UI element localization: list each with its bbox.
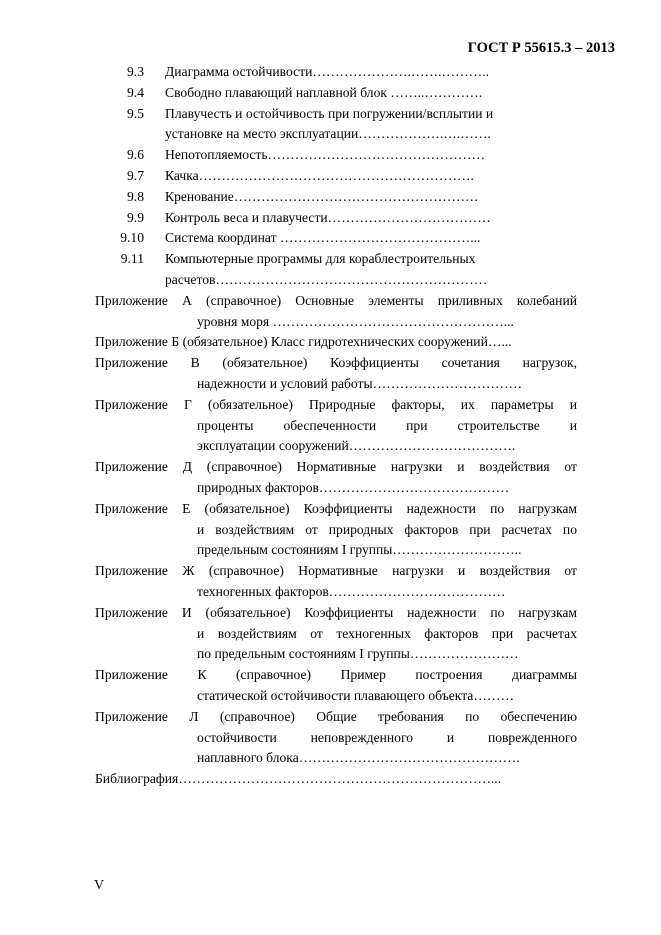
toc-entry-line: Кренование……………………………………………… — [165, 188, 479, 204]
toc-entry-line: Плавучесть и остойчивость при погружении/всплытии и — [165, 105, 494, 121]
toc-entry-line: Непотопляемость………………………………………… — [165, 147, 486, 163]
toc-entry-line: проценты обеспеченности при строительстве и — [197, 417, 577, 433]
toc-entry-line: по предельным состояниям I группы…………………… — [197, 646, 519, 662]
toc-entry-line: техногенных факторов………………………………… — [197, 583, 506, 599]
toc-entry-line: уровня моря ……………………………………………... — [197, 313, 514, 329]
toc-entry-line: Качка……………………………………………………. — [165, 167, 474, 183]
toc-entry-appendix[interactable] — [95, 395, 577, 457]
toc-entry-line: Приложение В (обязательное) Коэффициенты сочетания нагрузок, — [95, 355, 577, 371]
toc-entry-number: 9.8 — [127, 188, 144, 204]
toc-entry-appendix[interactable] — [95, 332, 577, 353]
toc-entry-line: Приложение Б (обязательное) Класс гидротехнических сооружений…... — [95, 334, 512, 350]
toc-entry[interactable] — [0, 83, 661, 104]
toc-entry-line: остойчивости неповрежденного и поврежденного — [197, 729, 577, 745]
document-header: ГОСТ Р 55615.3 – 2013 — [467, 40, 615, 56]
toc-entry[interactable] — [0, 166, 661, 187]
toc-entry-bibliography[interactable]: Библиография……………………………………………………………... — [95, 771, 502, 787]
toc-entry-line: Приложение Д (справочное) Нормативные нагрузки и воздействия от — [95, 459, 577, 475]
page-number: V — [94, 878, 105, 893]
toc-entry[interactable] — [0, 208, 661, 229]
toc-entry-line: и воздействиям от природных факторов при расчетах по — [197, 521, 577, 537]
toc-entry-title — [165, 83, 555, 104]
toc-entry-line: предельным состояниям I группы……………………….. — [197, 542, 522, 558]
toc-entry-line: и воздействиям от техногенных факторов при расчетах — [197, 625, 577, 641]
toc-entry-title — [165, 104, 555, 146]
toc-entry-line: статической остойчивости плавающего объекта……… — [197, 687, 515, 703]
toc-entry-number: 9.7 — [127, 167, 144, 183]
toc-entry[interactable] — [0, 187, 661, 208]
toc-entry-appendix[interactable] — [95, 291, 577, 333]
toc-entry-line: Приложение Ж (справочное) Нормативные нагрузки и воздействия от — [95, 563, 577, 579]
toc-entry-line: установке на место эксплуатации……………….….……. — [165, 126, 491, 142]
toc-entry[interactable] — [0, 104, 661, 146]
table-of-contents — [0, 62, 661, 790]
toc-entry-line: Система координат ……………………………………... — [165, 230, 481, 246]
toc-entry-number: 9.10 — [120, 230, 144, 246]
toc-entry-number: 9.6 — [127, 147, 144, 163]
toc-entry-number: 9.11 — [120, 251, 144, 267]
toc-entry-line: эксплуатации сооружений………………………………. — [197, 438, 516, 454]
toc-entry-number: 9.9 — [127, 209, 144, 225]
toc-entry-line: Приложение А (справочное) Основные элементы приливных колебаний — [95, 292, 577, 308]
toc-entry-line: Приложение К (справочное) Пример построения диаграммы — [95, 667, 577, 683]
toc-entry-line: Контроль веса и плавучести……………………………… — [165, 209, 491, 225]
toc-entry-appendix[interactable] — [95, 353, 577, 395]
toc-entry-line: расчетов…………………………………………………… — [165, 271, 488, 287]
toc-entry-title — [165, 166, 555, 187]
toc-subsection-list — [0, 62, 661, 291]
toc-entry-line: надежности и условий работы…………………………… — [197, 375, 523, 391]
toc-appendix-list — [0, 291, 661, 769]
toc-entry-title — [165, 208, 555, 229]
toc-entry[interactable] — [0, 228, 661, 249]
toc-entry-line: природных факторов…………………………………… — [197, 479, 510, 495]
toc-entry-number: 9.5 — [127, 105, 144, 121]
toc-entry-line: Приложение Е (обязательное) Коэффициенты надежности по нагрузкам — [95, 500, 577, 516]
toc-entry-title — [165, 228, 555, 249]
toc-entry-appendix[interactable] — [95, 665, 577, 707]
toc-entry-title — [165, 145, 555, 166]
toc-entry-number: 9.3 — [127, 64, 144, 79]
toc-entry[interactable] — [0, 145, 661, 166]
toc-entry-title — [165, 62, 555, 83]
toc-entry-number: 9.4 — [127, 84, 144, 100]
toc-entry-line: Свободно плавающий наплавной блок ……..…………. — [165, 84, 483, 100]
toc-entry-line: наплавного блока…………………………………………. — [197, 750, 520, 766]
toc-entry-line: Приложение Л (справочное) Общие требования по обеспечению — [95, 708, 577, 724]
toc-entry-appendix[interactable] — [95, 561, 577, 603]
toc-entry[interactable] — [0, 62, 661, 83]
toc-entry-line: Компьютерные программы для кораблестроительных — [165, 251, 476, 267]
toc-entry-line: Приложение И (обязательное) Коэффициенты надежности по нагрузкам — [95, 604, 577, 620]
toc-entry-title — [165, 249, 555, 291]
toc-entry-appendix[interactable] — [95, 603, 577, 665]
toc-entry-title — [165, 187, 555, 208]
toc-entry-line: Приложение Г (обязательное) Природные факторы, их параметры и — [95, 396, 577, 412]
toc-entry[interactable] — [0, 249, 661, 291]
toc-entry-line: Диаграмма остойчивости………………….…….……….. — [165, 64, 490, 79]
toc-entry-appendix[interactable] — [95, 457, 577, 499]
toc-entry-appendix[interactable] — [95, 499, 577, 561]
toc-entry-appendix[interactable] — [95, 707, 577, 769]
